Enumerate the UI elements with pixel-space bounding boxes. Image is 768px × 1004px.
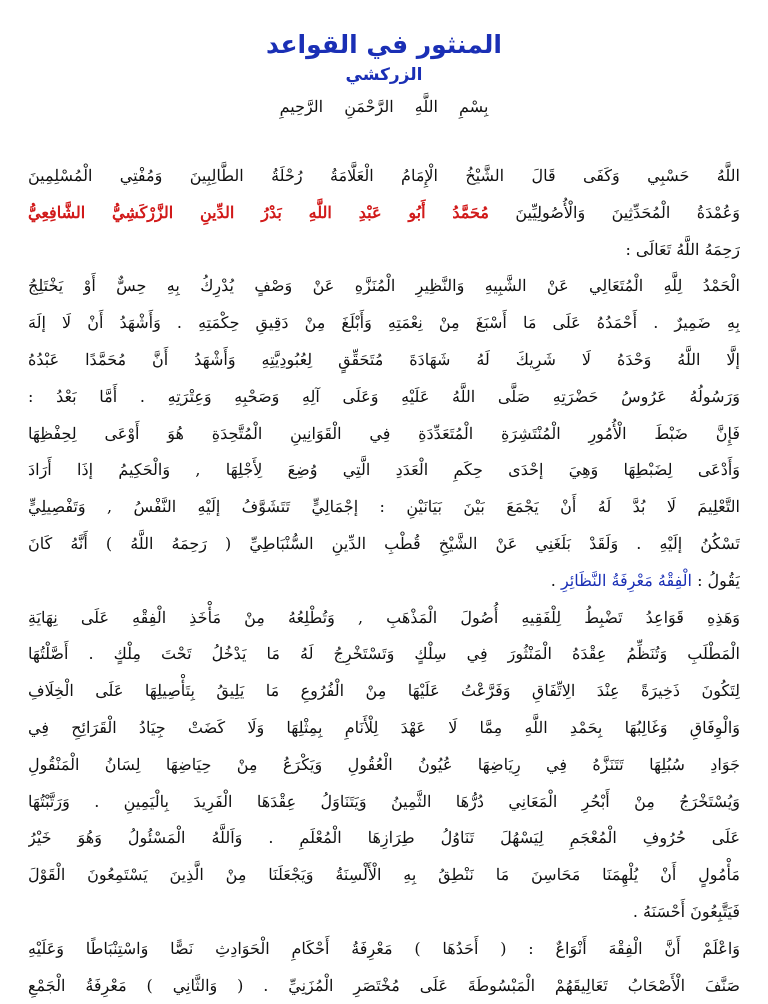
text-line — [28, 600, 740, 637]
text-line — [28, 158, 740, 195]
line-text: وَيُسْتَخْرَجُ مِنْ أَبْحُرِ الْمَعَانِي دُرُّهَا الثَّمِينُ وَيَتَنَاوَلُ عِقْدَهَا الْفَرِيدَ بِالْيَمِينِ . وَرَتَّبْتُهَا — [28, 791, 740, 811]
author-name: الزركشي — [345, 65, 423, 85]
line-text: الْمَطْلَبِ وَتُنَظِّمُ عِقْدَهُ الْمَنْثُورَ فِي سِلْكٍ وَتَسْتَخْرِجُ لَهُ مَا يَدْخُلُ تَحْتَ مِلْكٍ . أَصَّلْتُهَا — [28, 644, 740, 664]
highlighted-quote: الْفِقْهُ مَعْرِفَةُ النَّظَائِرِ — [560, 570, 692, 590]
document-header — [28, 0, 740, 120]
text-line — [28, 820, 740, 857]
line-text: إلَّا اللَّهُ وَحْدَهُ لَا شَرِيكَ لَهُ شَهَادَةَ مُتَحَقِّقٍ لِعُبُودِيَّتِهِ وَأَشْهَدُ أَنَّ مُحَمَّدًا عَبْدُهُ — [28, 349, 740, 369]
text-line — [28, 968, 740, 1004]
line-text: جَوَادِ سُبُلِهَا تَتَنَزَّهُ فِي رِيَاضِهَا عُيُونُ الْعُقُولِ وَيَكْرَعُ مِنْ حِيَاضِهَا لِسَانُ الْمَنْقُولِ — [28, 754, 740, 774]
line-text: مَأْمُولٍ أَنْ يُلْهِمَنَا مَحَاسِنَ مَا نَنْطِقُ بِهِ الْأَلْسِنَةُ وَيَجْعَلَنَا مِنْ الَّذِينَ يَسْتَمِعُونَ الْقَوْلَ — [28, 865, 740, 885]
line-text: وَأَدْعَى لِضَبْطِهَا وَهِيَ إحْدَى حِكَمِ الْعَدَدِ الَّتِي وُضِعَ لِأَجْلِهَا , وَالْحَكِيمُ إذَا أَرَادَ — [28, 460, 740, 480]
text-line — [28, 784, 740, 821]
line-text: التَّعْلِيمَ لَا بُدَّ لَهُ أَنْ يَجْمَعَ بَيْنَ بَيَانَيْنِ : إجْمَالِيٍّ تَتَشَوَّفُ إلَيْهِ النَّفْسُ , وَتَفْصِيلِيٍّ — [28, 497, 740, 517]
document-body — [28, 158, 740, 1004]
line-text: وَرَسُولُهُ عَرُوسُ حَضْرَتِهِ صَلَّى اللَّهُ عَلَيْهِ وَعَلَى آلِهِ وَصَحْبِهِ وَعِتْرَتِهِ . أَمَّا بَعْدُ : — [28, 386, 740, 406]
line-text: لِتَكُونَ ذَخِيرَةً عِنْدَ الِاتِّفَاقِ وَفَرَّعْتُ عَلَيْهَا مِنْ الْفُرُوعِ مَا يَلِيقُ بِتَأْصِيلِهَا عَلَى الْخِلَافِ — [28, 681, 740, 701]
line-text: يَقُولُ : — [697, 570, 740, 590]
line-text: عَلَى حُرُوفِ الْمُعْجَمِ لِيَسْهُلَ تَنَاوُلُ طِرَازِهَا الْمُعْلَمِ . وَاَللَّهُ الْمَسْئُولُ وَهُوَ خَيْرُ — [28, 828, 740, 848]
text-line — [28, 894, 740, 931]
text-line — [28, 232, 740, 269]
line-text: الْحَمْدُ لِلَّهِ الْمُتَعَالِي عَنْ الشَّبِيهِ وَالنَّظِيرِ الْمُنَزَّهِ عَنْ وَصْفٍ يُدْرِكُ بِهِ حِسٌّ أَوْ يَخْتَلِجُ — [28, 276, 740, 296]
text-line — [28, 526, 740, 563]
line-text: فَإِنَّ ضَبْطَ الْأُمُورِ الْمُنْتَشِرَةِ الْمُتَعَدِّدَةِ فِي الْقَوَانِينِ الْمُتَّحِدَةِ هُوَ أَوْعَى لِحِفْظِهَا — [28, 423, 740, 443]
line-text: صَنَّفَ الْأَصْحَابُ تَعَالِيقَهُمْ الْمَبْسُوطَةَ عَلَى مُخْتَصَرِ الْمُزَنِيِّ . ( وَالثَّانِي ) مَعْرِفَةُ الْجَمْعِ — [28, 975, 740, 995]
text-line — [28, 673, 740, 710]
line-text: تَسْكُنُ إلَيْهِ . وَلَقَدْ بَلَغَنِي عَنْ الشَّيْخِ قُطْبِ الدِّينِ السُّنْبَاطِيِّ ( رَحِمَهُ اللَّهُ ) أَنَّهُ كَانَ — [28, 533, 740, 553]
text-line — [28, 857, 740, 894]
book-title: المنثور في القواعد — [266, 30, 502, 59]
line-text: وَالْوِفَاقِ وَغَالِبُهَا بِحَمْدِ اللَّهِ مِمَّا لَا عَهْدَ لِلْأَنَامِ بِمِثْلِهَا وَلَا كَضَتْ جِيَادُ الْقَرَائِحِ فِي — [28, 717, 740, 737]
line-text: وَعُمْدَةُ الْمُحَدِّثِينَ وَالْأُصُولِيِّينَ — [515, 202, 740, 222]
line-text: رَحِمَهُ اللَّهُ تَعَالَى : — [625, 239, 740, 259]
text-line — [28, 379, 740, 416]
text-line — [28, 268, 740, 305]
text-line — [28, 747, 740, 784]
highlighted-name: مُحَمَّدُ أَبُو عَبْدِ اللَّهِ بَدْرُ الدِّينِ الزَّرْكَشِيُّ الشَّافِعِيُّ — [28, 202, 489, 222]
text-line — [28, 305, 740, 342]
line-text: وَاعْلَمْ أَنَّ الْفِقْهَ أَنْوَاعٌ : ( أَحَدُهَا ) مَعْرِفَةُ أَحْكَامِ الْحَوَادِثِ نَصًّا وَاسْتِنْبَاطًا وَعَلَيْهِ — [28, 938, 740, 958]
text-line — [28, 195, 740, 232]
line-text: فَيَتَّبِعُونَ أَحْسَنَهُ . — [632, 901, 740, 921]
line-text: وَهَذِهِ قَوَاعِدُ تَضْبِطُ لِلْفَقِيهِ أُصُولَ الْمَذْهَبِ , وَتُطْلِعُهُ مِنْ مَأْخَذِ الْفِقْهِ عَلَى نِهَايَةِ — [28, 607, 740, 627]
text-line — [28, 636, 740, 673]
line-tail: . — [550, 570, 556, 590]
text-line — [28, 452, 740, 489]
line-text: اللَّهُ حَسْبِي وَكَفَى قَالَ الشَّيْخُ الْإِمَامُ الْعَلَّامَةُ رُحْلَةُ الطَّالِبِينَ وَمُفْتِي الْمُسْلِمِينَ — [28, 166, 740, 185]
line-text: بِهِ ضَمِيرٌ . أَحْمَدُهُ عَلَى مَا أَسْبَغَ مِنْ نِعْمَتِهِ وَأَبْلَغَ مِنْ دَقِيقِ حِكْمَتِهِ . وَأَشْهَدُ أَنْ لَا إلَهَ — [28, 313, 740, 333]
text-line — [28, 416, 740, 453]
basmala: بِسْمِ اللَّهِ الرَّحْمَنِ الرَّحِيمِ — [279, 97, 489, 116]
text-line — [28, 710, 740, 747]
text-line — [28, 563, 740, 600]
text-line — [28, 931, 740, 968]
text-line — [28, 342, 740, 379]
text-line — [28, 489, 740, 526]
